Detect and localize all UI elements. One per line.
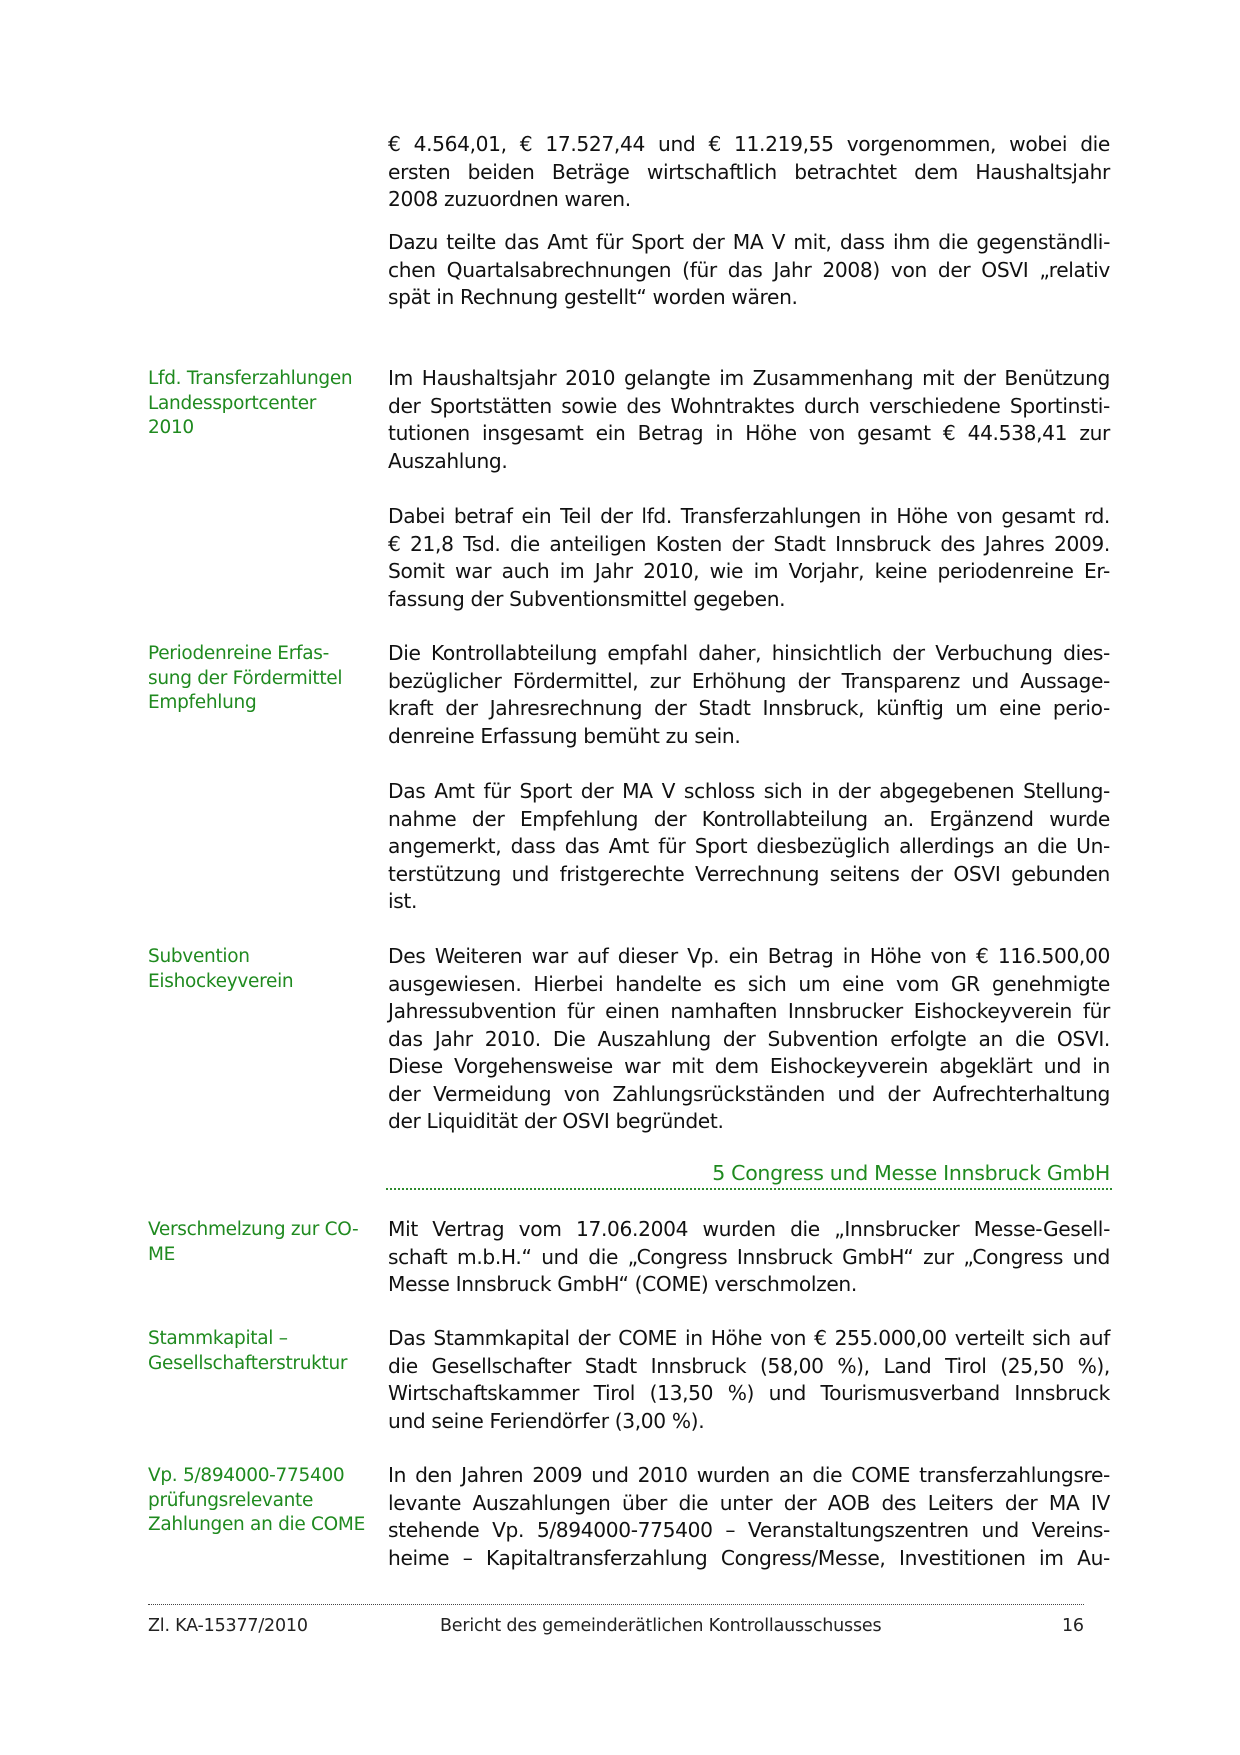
text-line: und seine Feriendörfer (3,00 %).: [388, 1408, 705, 1433]
text-line: angemerkt, dass das Amt für Sport diesbezüglich allerdings an die Un-: [388, 834, 1110, 858]
page-number: 16: [1062, 1616, 1084, 1636]
paragraph-come-auszahlungen: [388, 1462, 1110, 1572]
text-line: Das Amt für Sport der MA V schloss sich in der abgegebenen Stellung-: [388, 779, 1110, 803]
paragraph-verschmelzung: [388, 1216, 1110, 1299]
text-line: der Sportstätten sowie des Wohntraktes durch verschiedene Sportinsti-: [388, 393, 1110, 418]
margin-note-line: sung der Fördermittel: [148, 667, 343, 689]
text-line: Das Stammkapital der COME in Höhe von € 255.000,00 verteilt sich auf: [388, 1326, 1110, 1350]
paragraph-amt-fuer-sport-statement: [388, 229, 1110, 312]
paragraph-amounts-2008: [388, 131, 1110, 214]
text-line: schaft m.b.H.“ und die „Congress Innsbruck GmbH“ zur „Congress und: [388, 1244, 1110, 1269]
text-line: fassung der Subventionsmittel gegeben.: [388, 586, 786, 611]
margin-note-subvention-eishockeyverein: [148, 945, 368, 994]
margin-note-line: Stammkapital –: [148, 1328, 288, 1349]
text-line: Diese Vorgehensweise war mit dem Eishockeyverein abgeklärt und in: [388, 1054, 1110, 1078]
text-line: chen Quartalsabrechnungen (für das Jahr 2008) von der OSVI „relativ: [388, 257, 1110, 282]
margin-note-line: Gesellschafterstruktur: [148, 1352, 348, 1374]
text-line: Mit Vertrag vom 17.06.2004 wurden die „Innsbrucker Messe-Gesell-: [388, 1217, 1110, 1241]
margin-note-line: ME: [148, 1243, 176, 1265]
text-line: denreine Erfassung bemüht zu sein.: [388, 723, 741, 748]
margin-note-line: prüfungsrelevante: [148, 1489, 314, 1511]
margin-note-stammkapital: [148, 1327, 368, 1376]
text-line: ausgewiesen. Hierbei handelte es sich um eine vom GR genehmigte: [388, 971, 1110, 996]
footer-divider: [148, 1604, 1084, 1605]
paragraph-stammkapital: [388, 1325, 1110, 1435]
text-line: Dabei betraf ein Teil der lfd. Transferzahlungen in Höhe von gesamt rd.: [388, 504, 1110, 528]
text-line: der Vermeidung von Zahlungsrückständen und der Aufrechterhaltung: [388, 1081, 1110, 1106]
paragraph-anteilige-kosten-2009: [388, 503, 1110, 613]
text-line: spät in Rechnung gestellt“ worden wären.: [388, 285, 798, 309]
section-heading: 5 Congress und Messe Innsbruck GmbH: [712, 1161, 1110, 1185]
text-line: kraft der Jahresrechnung der Stadt Innsbruck, künftig um eine perio-: [388, 696, 1110, 720]
margin-note-line: Landessportcenter: [148, 392, 317, 414]
text-line: € 4.564,01, € 17.527,44 und € 11.219,55 vorgenommen, wobei die: [388, 132, 1110, 156]
text-line: Im Haushaltsjahr 2010 gelangte im Zusammenhang mit der Benützung: [388, 366, 1110, 390]
text-line: ist.: [388, 889, 418, 913]
margin-note-lfd-transferzahlungen: [148, 367, 368, 441]
text-line: ersten beiden Beträge wirtschaftlich betrachtet dem Haushaltsjahr: [388, 159, 1110, 184]
margin-note-line: Lfd. Transferzahlungen: [148, 368, 353, 389]
text-line: Auszahlung.: [388, 448, 508, 473]
text-line: Die Kontrollabteilung empfahl daher, hinsichtlich der Verbuchung dies-: [388, 641, 1110, 665]
margin-note-line: Subvention: [148, 946, 250, 967]
text-line: Dazu teilte das Amt für Sport der MA V mit, dass ihm die gegenständli-: [388, 230, 1110, 254]
text-line: stehende Vp. 5/894000-775400 – Veranstaltungszentren und Vereins-: [388, 1518, 1110, 1542]
margin-note-verschmelzung: [148, 1218, 368, 1267]
margin-note-vp-zahlungen-come: [148, 1464, 368, 1538]
paragraph-haushaltsjahr-2010: [388, 365, 1110, 475]
text-line: Jahressubvention für einen namhaften Innsbrucker Eishockeyverein für: [388, 999, 1110, 1023]
text-line: der Liquidität der OSVI begründet.: [388, 1109, 724, 1133]
footer-reference: Zl. KA-15377/2010: [148, 1616, 308, 1636]
text-line: heime – Kapitaltransferzahlung Congress/Messe, Investitionen im Au-: [388, 1545, 1110, 1570]
text-line: In den Jahren 2009 und 2010 wurden an die COME transferzahlungsre-: [388, 1463, 1110, 1487]
margin-note-line: 2010: [148, 417, 194, 438]
margin-note-line: Vp. 5/894000-775400: [148, 1465, 345, 1486]
text-line: bezüglicher Fördermittel, zur Erhöhung der Transparenz und Aussage-: [388, 668, 1110, 693]
text-line: levante Auszahlungen über die unter der AOB des Leiters der MA IV: [388, 1490, 1110, 1515]
text-line: Des Weiteren war auf dieser Vp. ein Betrag in Höhe von € 116.500,00: [388, 944, 1110, 968]
paragraph-empfehlung: [388, 640, 1110, 750]
text-line: Wirtschaftskammer Tirol (13,50 %) und Tourismusverband Innsbruck: [388, 1381, 1110, 1405]
margin-note-line: Empfehlung: [148, 692, 257, 713]
text-line: tutionen insgesamt ein Betrag in Höhe von gesamt € 44.538,41 zur: [388, 421, 1110, 445]
margin-note-line: Periodenreine Erfas-: [148, 643, 329, 664]
margin-note-line: Zahlungen an die COME: [148, 1514, 365, 1535]
text-line: € 21,8 Tsd. die anteiligen Kosten der Stadt Innsbruck des Jahres 2009.: [388, 531, 1110, 556]
paragraph-eishockey-subvention: [388, 943, 1110, 1136]
text-line: das Jahr 2010. Die Auszahlung der Subvention erfolgte an die OSVI.: [388, 1026, 1110, 1051]
margin-note-line: Verschmelzung zur CO-: [148, 1219, 359, 1240]
text-line: Somit war auch im Jahr 2010, wie im Vorjahr, keine periodenreine Er-: [388, 559, 1110, 583]
margin-note-line: Eishockeyverein: [148, 970, 294, 992]
text-line: Messe Innsbruck GmbH“ (COME) verschmolzen.: [388, 1272, 857, 1296]
text-line: nahme der Empfehlung der Kontrollabteilung an. Ergänzend wurde: [388, 806, 1110, 831]
section-divider: [386, 1188, 1112, 1190]
margin-note-periodenreine-erfassung: [148, 642, 368, 716]
text-line: 2008 zuzuordnen waren.: [388, 187, 631, 211]
text-line: die Gesellschafter Stadt Innsbruck (58,00 %), Land Tirol (25,50 %),: [388, 1353, 1110, 1378]
text-line: terstützung und fristgerechte Verrechnung seitens der OSVI gebunden: [388, 861, 1110, 886]
paragraph-stellungnahme: [388, 778, 1110, 916]
footer-title: Bericht des gemeinderätlichen Kontrollausschusses: [440, 1616, 882, 1636]
